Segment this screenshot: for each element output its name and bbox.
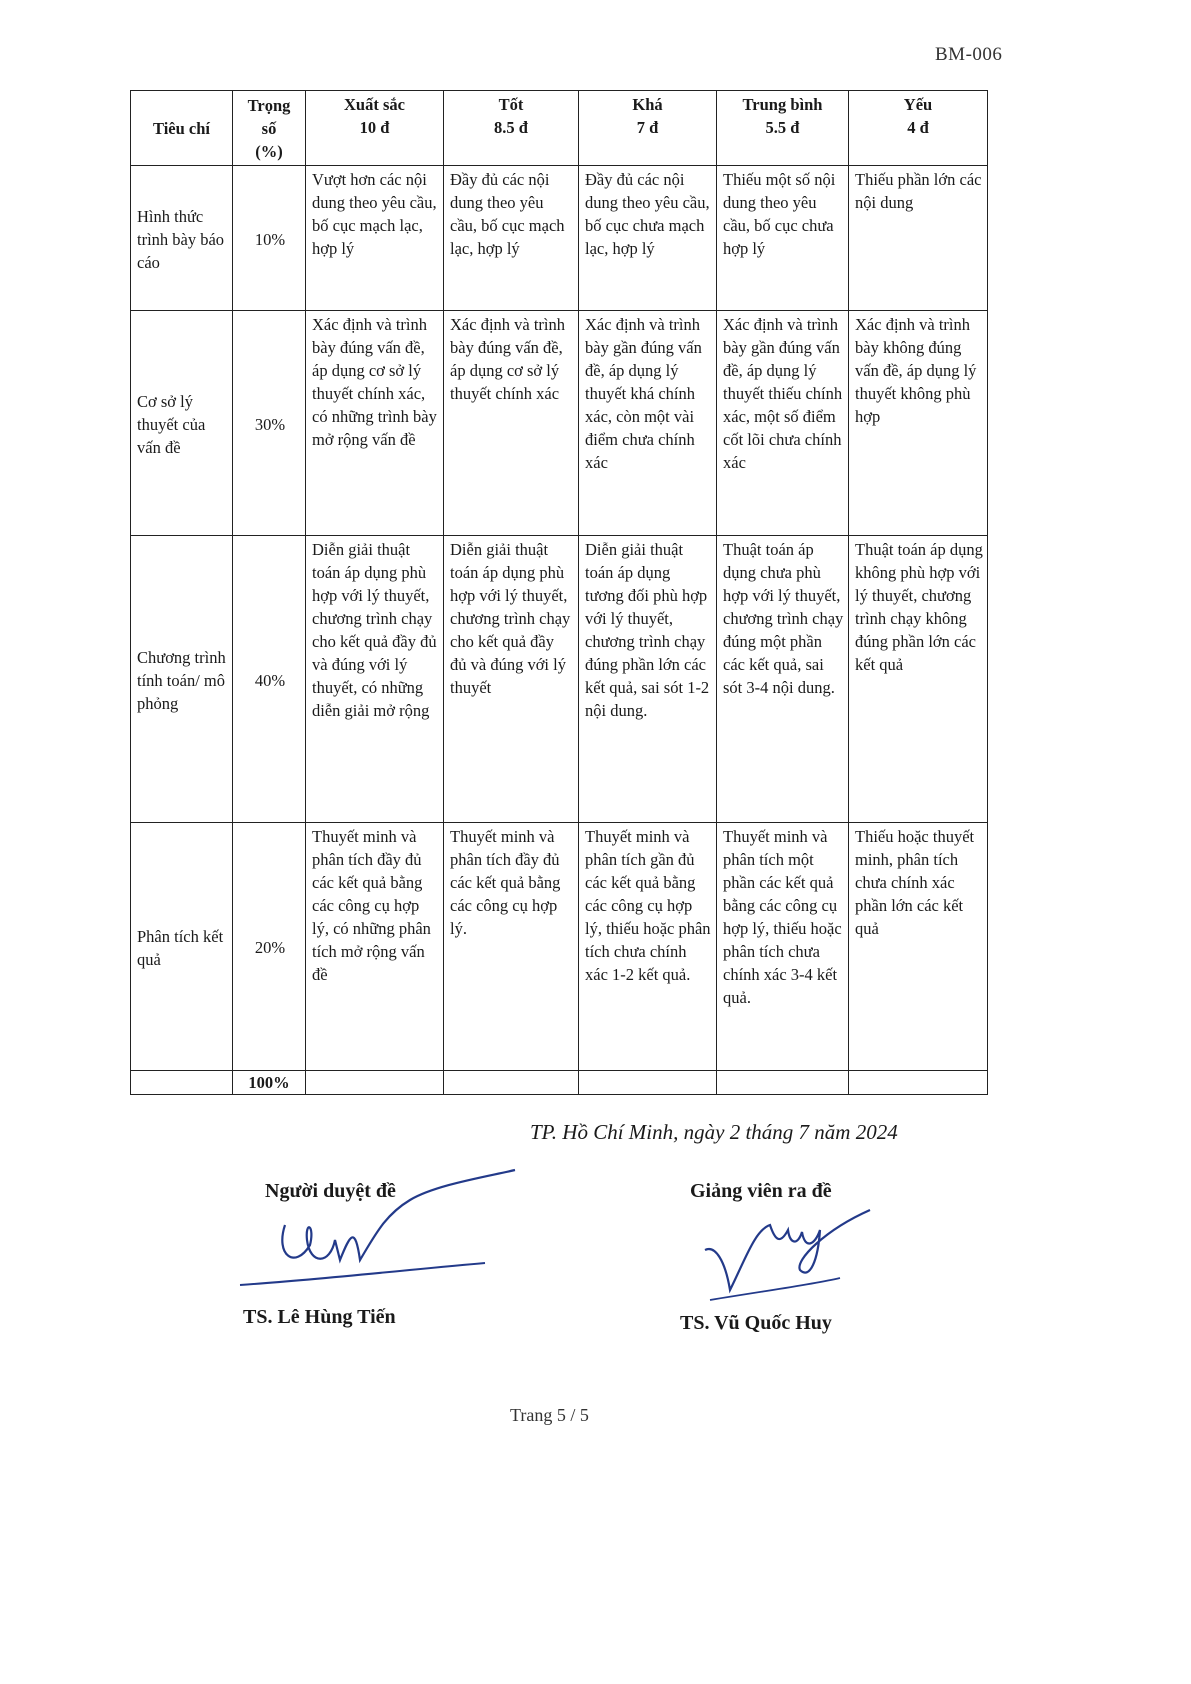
weight-cell: 10% xyxy=(233,166,306,311)
rubric-cell: Thuật toán áp dụng không phù hợp với lý thuyết, chương trình chạy không đúng phần lớn các kết quả xyxy=(849,536,988,823)
criterion-cell: Cơ sở lý thuyết của vấn đề xyxy=(131,311,233,536)
header-weight: Trọng số (%) xyxy=(233,91,306,166)
date-line: TP. Hồ Chí Minh, ngày 2 tháng 7 năm 2024 xyxy=(530,1120,898,1144)
rubric-cell: Xác định và trình bày đúng vấn đề, áp dụng cơ sở lý thuyết chính xác, có những trình bày mở rộng vấn đề xyxy=(306,311,444,536)
criterion-cell: Chương trình tính toán/ mô phỏng xyxy=(131,536,233,823)
empty-cell xyxy=(444,1071,579,1095)
header-fair: Khá 7 đ xyxy=(579,91,717,166)
rubric-cell: Xác định và trình bày gần đúng vấn đề, áp dụng lý thuyết khá chính xác, còn một vài điểm chưa chính xác xyxy=(579,311,717,536)
rubric-cell: Thiếu một số nội dung theo yêu cầu, bố cục chưa hợp lý xyxy=(717,166,849,311)
header-criterion: Tiêu chí xyxy=(131,91,233,166)
table-row xyxy=(131,536,988,823)
rubric-cell: Xác định và trình bày đúng vấn đề, áp dụng cơ sở lý thuyết chính xác xyxy=(444,311,579,536)
approver-name: TS. Lê Hùng Tiến xyxy=(243,1306,396,1328)
empty-cell xyxy=(306,1071,444,1095)
rubric-cell: Diễn giải thuật toán áp dụng phù hợp với lý thuyết, chương trình chạy cho kết quả đầy đủ và đúng với lý thuyết, có những diễn giải mở rộng xyxy=(306,536,444,823)
table-row xyxy=(131,823,988,1071)
lecturer-title: Giảng viên ra đề xyxy=(690,1180,832,1202)
form-code: BM-006 xyxy=(935,44,1003,65)
rubric-cell: Thuyết minh và phân tích đầy đủ các kết quả bằng các công cụ hợp lý. xyxy=(444,823,579,1071)
approver-title: Người duyệt đề xyxy=(265,1180,396,1202)
rubric-cell: Thuyết minh và phân tích đầy đủ các kết quả bằng các công cụ hợp lý, có những phân tích mở rộng vấn đề xyxy=(306,823,444,1071)
empty-cell xyxy=(579,1071,717,1095)
weight-cell: 30% xyxy=(233,311,306,536)
total-row xyxy=(131,1071,988,1095)
header-row xyxy=(131,91,988,166)
rubric-cell: Thuyết minh và phân tích một phần các kết quả bằng các công cụ hợp lý, thiếu hoặc phân tích chưa chính xác 3-4 kết quả. xyxy=(717,823,849,1071)
rubric-cell: Xác định và trình bày không đúng vấn đề, áp dụng lý thuyết không phù hợp xyxy=(849,311,988,536)
criterion-cell: Hình thức trình bày báo cáo xyxy=(131,166,233,311)
rubric-cell: Thuật toán áp dụng chưa phù hợp với lý thuyết, chương trình chạy đúng một phần các kết quả, sai sót 3-4 nội dung. xyxy=(717,536,849,823)
approver-signature xyxy=(235,1165,535,1305)
header-average: Trung bình 5.5 đ xyxy=(717,91,849,166)
rubric-cell: Xác định và trình bày gần đúng vấn đề, áp dụng lý thuyết thiếu chính xác, một số điểm cốt lõi chưa chính xác xyxy=(717,311,849,536)
header-good: Tốt 8.5 đ xyxy=(444,91,579,166)
rubric-cell: Thiếu phần lớn các nội dung xyxy=(849,166,988,311)
rubric-table xyxy=(130,90,988,1095)
rubric-cell: Đầy đủ các nội dung theo yêu cầu, bố cục chưa mạch lạc, hợp lý xyxy=(579,166,717,311)
rubric-cell: Diễn giải thuật toán áp dụng tương đối phù hợp với lý thuyết, chương trình chạy đúng phần lớn các kết quả, sai sót 1-2 nội dung. xyxy=(579,536,717,823)
rubric-cell: Thiếu hoặc thuyết minh, phân tích chưa chính xác phần lớn các kết quả xyxy=(849,823,988,1071)
total-weight: 100% xyxy=(233,1071,306,1095)
rubric-cell: Đầy đủ các nội dung theo yêu cầu, bố cục mạch lạc, hợp lý xyxy=(444,166,579,311)
weight-cell: 20% xyxy=(233,823,306,1071)
lecturer-signature xyxy=(690,1190,890,1310)
table-row xyxy=(131,166,988,311)
table-row xyxy=(131,311,988,536)
empty-cell xyxy=(849,1071,988,1095)
empty-cell xyxy=(717,1071,849,1095)
criterion-cell: Phân tích kết quả xyxy=(131,823,233,1071)
rubric-cell: Thuyết minh và phân tích gần đủ các kết quả bằng các công cụ hợp lý, thiếu hoặc phân tích chưa chính xác 1-2 kết quả. xyxy=(579,823,717,1071)
rubric-cell: Diễn giải thuật toán áp dụng phù hợp với lý thuyết, chương trình chạy cho kết quả đầy đủ và đúng với lý thuyết xyxy=(444,536,579,823)
rubric-cell: Vượt hơn các nội dung theo yêu cầu, bố cục mạch lạc, hợp lý xyxy=(306,166,444,311)
weight-cell: 40% xyxy=(233,536,306,823)
header-excellent: Xuất sắc 10 đ xyxy=(306,91,444,166)
lecturer-name: TS. Vũ Quốc Huy xyxy=(680,1312,832,1334)
header-weak: Yếu 4 đ xyxy=(849,91,988,166)
empty-cell xyxy=(131,1071,233,1095)
page-number: Trang 5 / 5 xyxy=(510,1405,589,1425)
